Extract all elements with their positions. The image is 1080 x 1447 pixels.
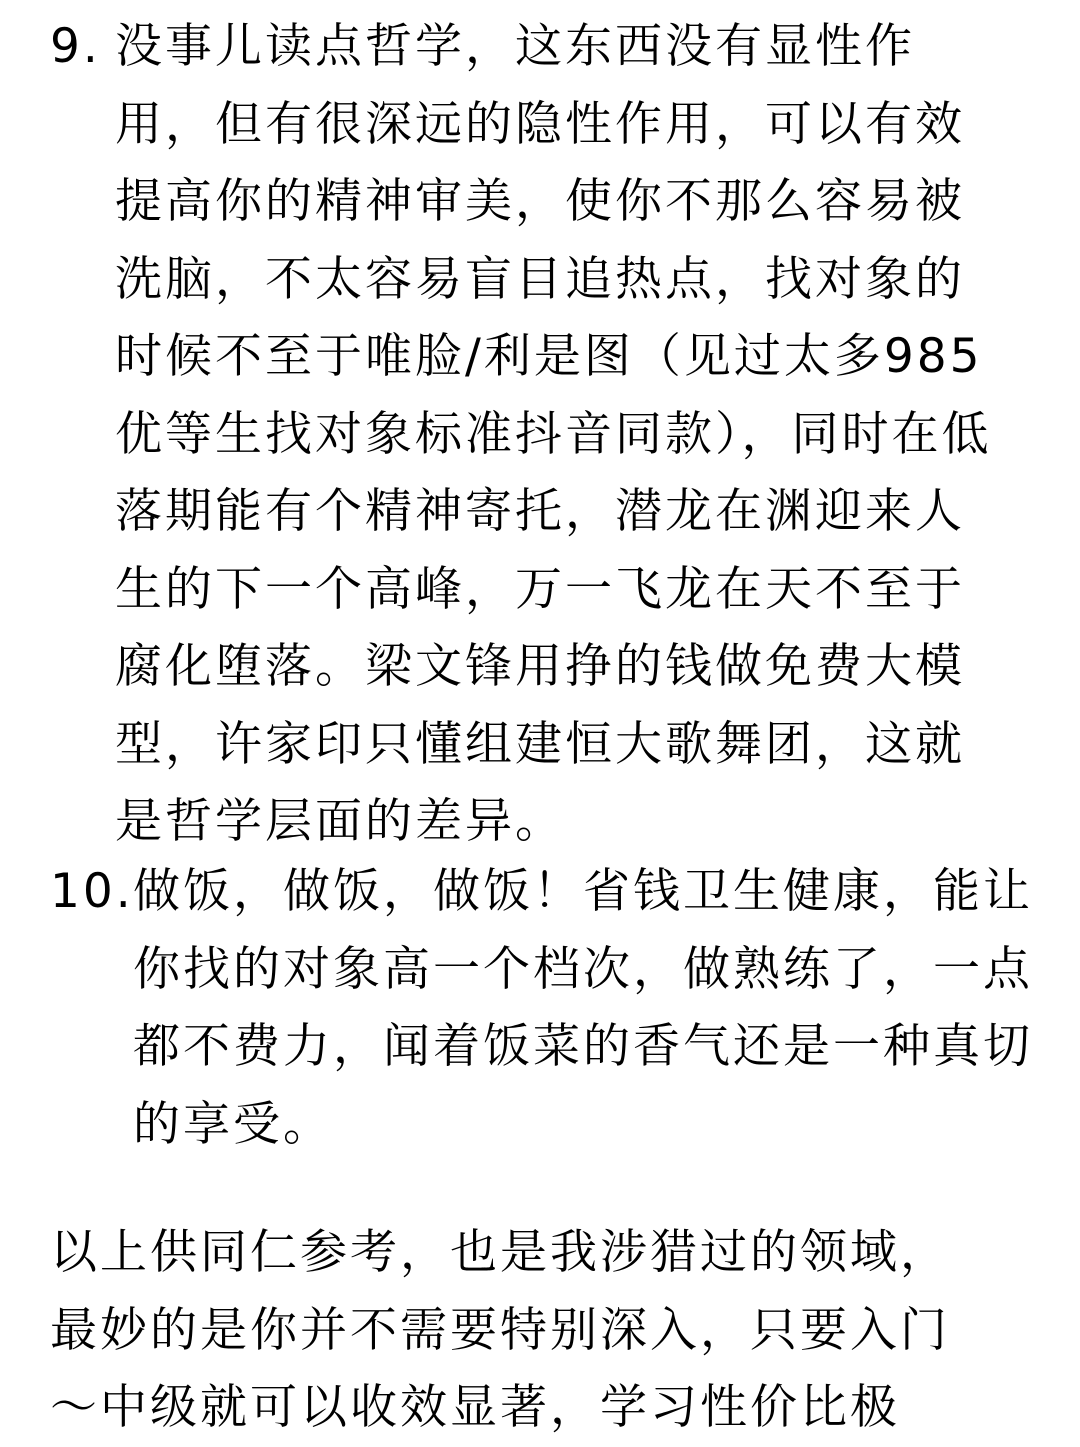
- list-item-text: 没事儿读点哲学，这东西没有显性作用，但有很深远的隐性作用，可以有效提高你的精神审美，使你不那么容易被洗脑，不太容易盲目追热点，找对象的时候不至于唯脸/利是图（见过太多985优等生找对象标准抖音同款），同时在低落期能有个精神寄托，潜龙在渊迎来人生的下一个高峰，万一飞龙在天不至于腐化堕落。梁文锋用挣的钱做免费大模型，许家印只懂组建恒大歌舞团，这就是哲学层面的差异。: [115, 19, 992, 849]
- list-item-text: 做饭，做饭，做饭！省钱卫生健康，能让你找的对象高一个档次，做熟练了，一点都不费力，闻着饭菜的香气还是一种真切的享受。: [133, 864, 1033, 1152]
- list-number: 10.: [50, 864, 134, 919]
- list-item-9: [50, 8, 1040, 861]
- list-item-10: [50, 853, 1040, 1163]
- list-number: 9.: [50, 19, 101, 74]
- closing-paragraph: 以上供同仁参考，也是我涉猎过的领域，最妙的是你并不需要特别深入，只要入门～中级就可以收效显著，学习性价比极: [50, 1225, 950, 1435]
